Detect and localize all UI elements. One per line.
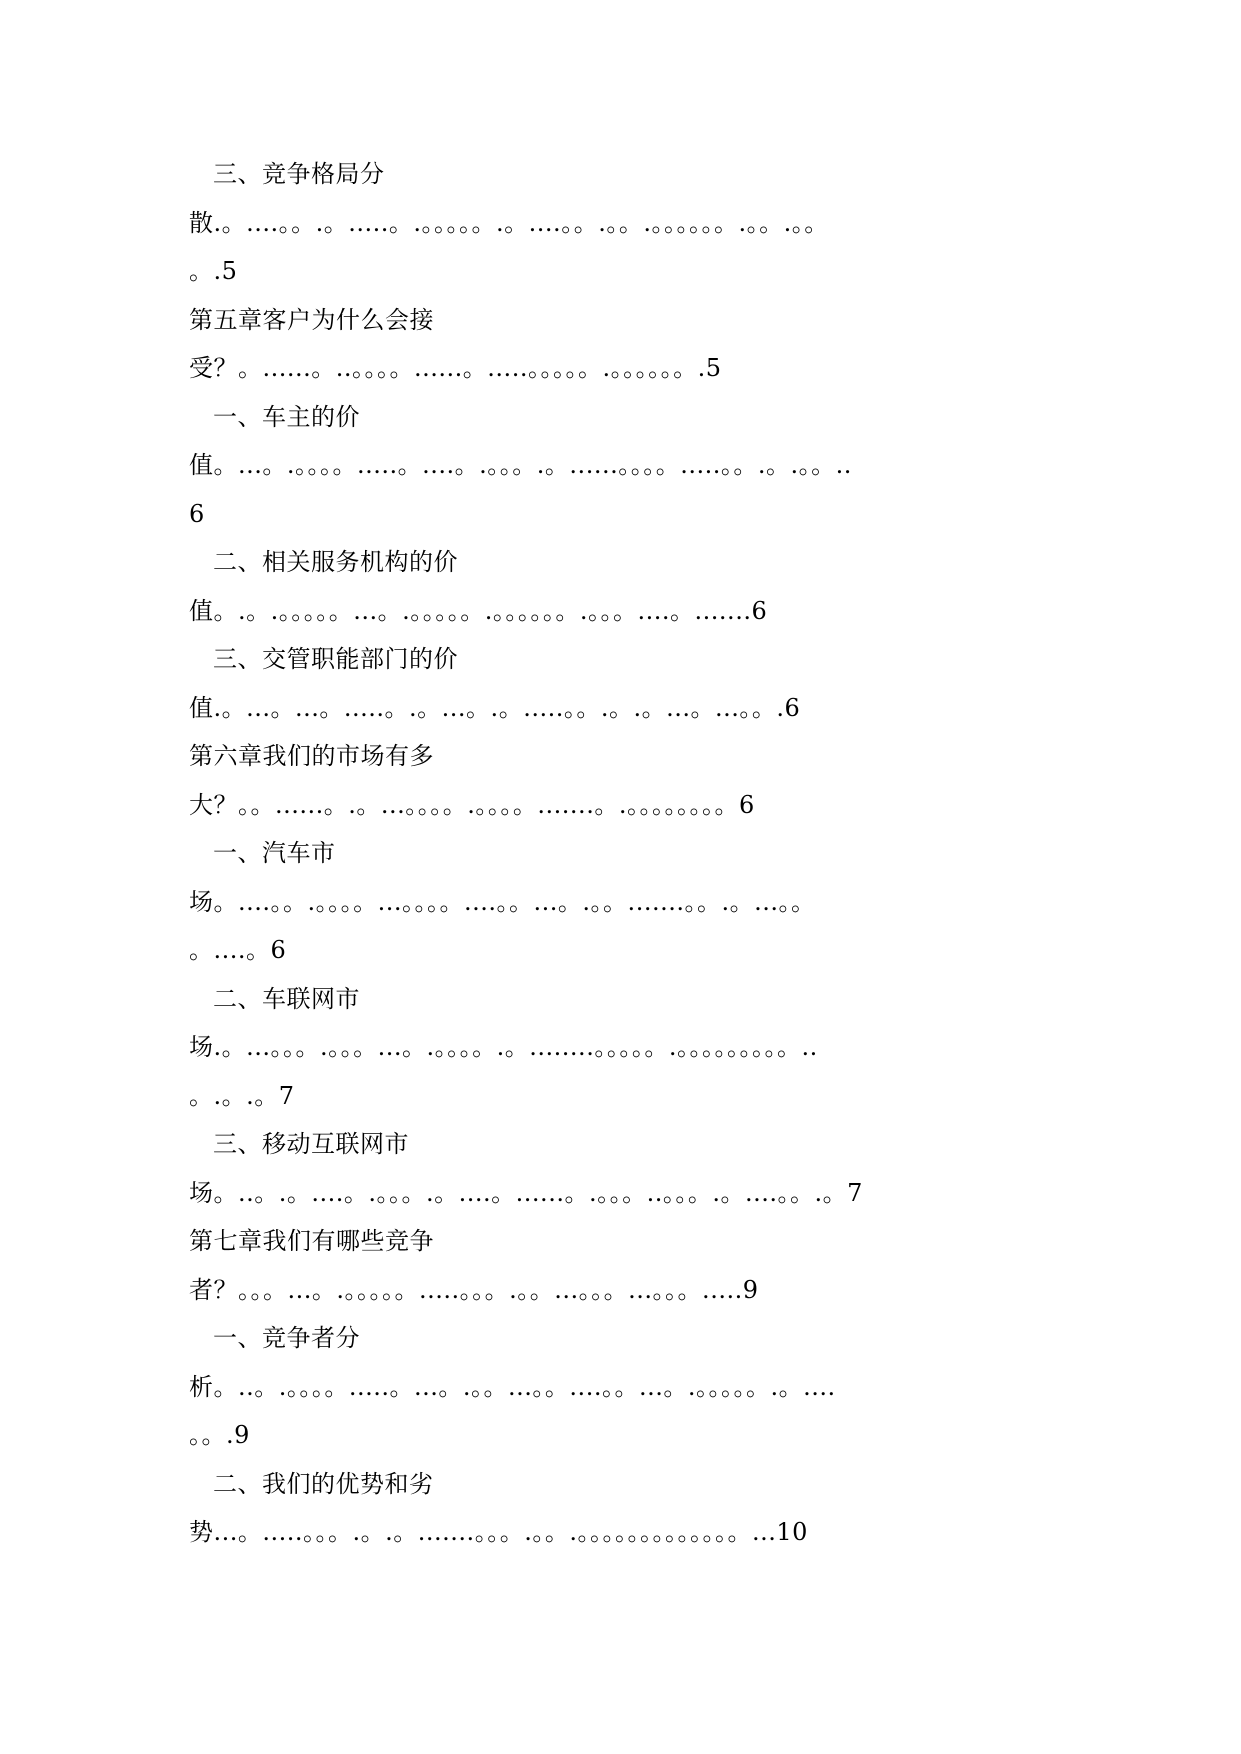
toc-line: 析。..。.。。。。.....。...。.。。...。。....。。...。.。。。。。.。.... (189, 1372, 836, 1401)
toc-section-line: 一、车主的价 (213, 402, 360, 431)
toc-section-line: 三、交管职能部门的价 (213, 645, 458, 673)
toc-section-line: 一、汽车市 (213, 839, 336, 867)
toc-section-line: 三、竞争格局分 (213, 160, 385, 188)
toc-line: 值。.。.。。。。。...。.。。。。。.。。。。。。.。。。....。.......6 (189, 596, 768, 625)
toc-line: 第五章客户为什么会接 (189, 305, 434, 334)
toc-line: 第六章我们的市场有多 (189, 742, 434, 770)
toc-section-line: 三、移动互联网市 (213, 1130, 409, 1158)
toc-line: 散.。....。。.。.....。.。。。。。.。....。。.。。.。。。。。。.。。.。。 (189, 208, 829, 237)
toc-section-line: 一、竞争者分 (213, 1324, 360, 1352)
toc-line: 大？。。......。.。...。。。。.。。。。.......。.。。。。。。。。6 (189, 790, 755, 819)
toc-line: 。....。6 (189, 936, 287, 964)
toc-line: 势...。.....。。。.。.。.......。。。.。。.。。。。。。。。。。。。。...10 (189, 1518, 808, 1546)
toc-line: 者？。。。...。.。。。。。.....。。。.。。...。。。...。。。.....9 (189, 1275, 759, 1304)
toc-section-line: 二、相关服务机构的价 (213, 548, 458, 576)
toc-line: 场。..。.。....。.。。。.。....。......。.。。。..。。。.。....。。.。7 (189, 1178, 863, 1207)
toc-line: 场.。...。。。.。。。...。.。。。。.。........。。。。。.。。。。。。。。。.. (189, 1033, 818, 1061)
toc-line: 。.5 (189, 257, 238, 285)
toc-line: 值.。...。...。.....。.。...。.。.....。。.。.。...。...。。.6 (189, 693, 801, 722)
toc-section-line: 二、车联网市 (213, 984, 360, 1013)
toc-line: 受？。......。..。。。。......。.....。。。。。.。。。。。。.5 (189, 354, 722, 382)
toc-line: 。。.9 (189, 1421, 250, 1449)
toc-line: 值。...。.。。。。.....。....。.。。。.。......。。。。.....。。.。.。。.. (189, 451, 852, 479)
toc-line: 6 (189, 499, 205, 528)
table-of-contents (189, 150, 1089, 1557)
toc-line: 第七章我们有哪些竞争 (189, 1227, 434, 1255)
toc-section-line: 二、我们的优势和劣 (213, 1469, 434, 1498)
toc-line: 场。....。。.。。。。...。。。。....。。...。.。。.......。。.。...。。 (189, 887, 816, 916)
toc-line: 。.。.。7 (189, 1081, 295, 1110)
